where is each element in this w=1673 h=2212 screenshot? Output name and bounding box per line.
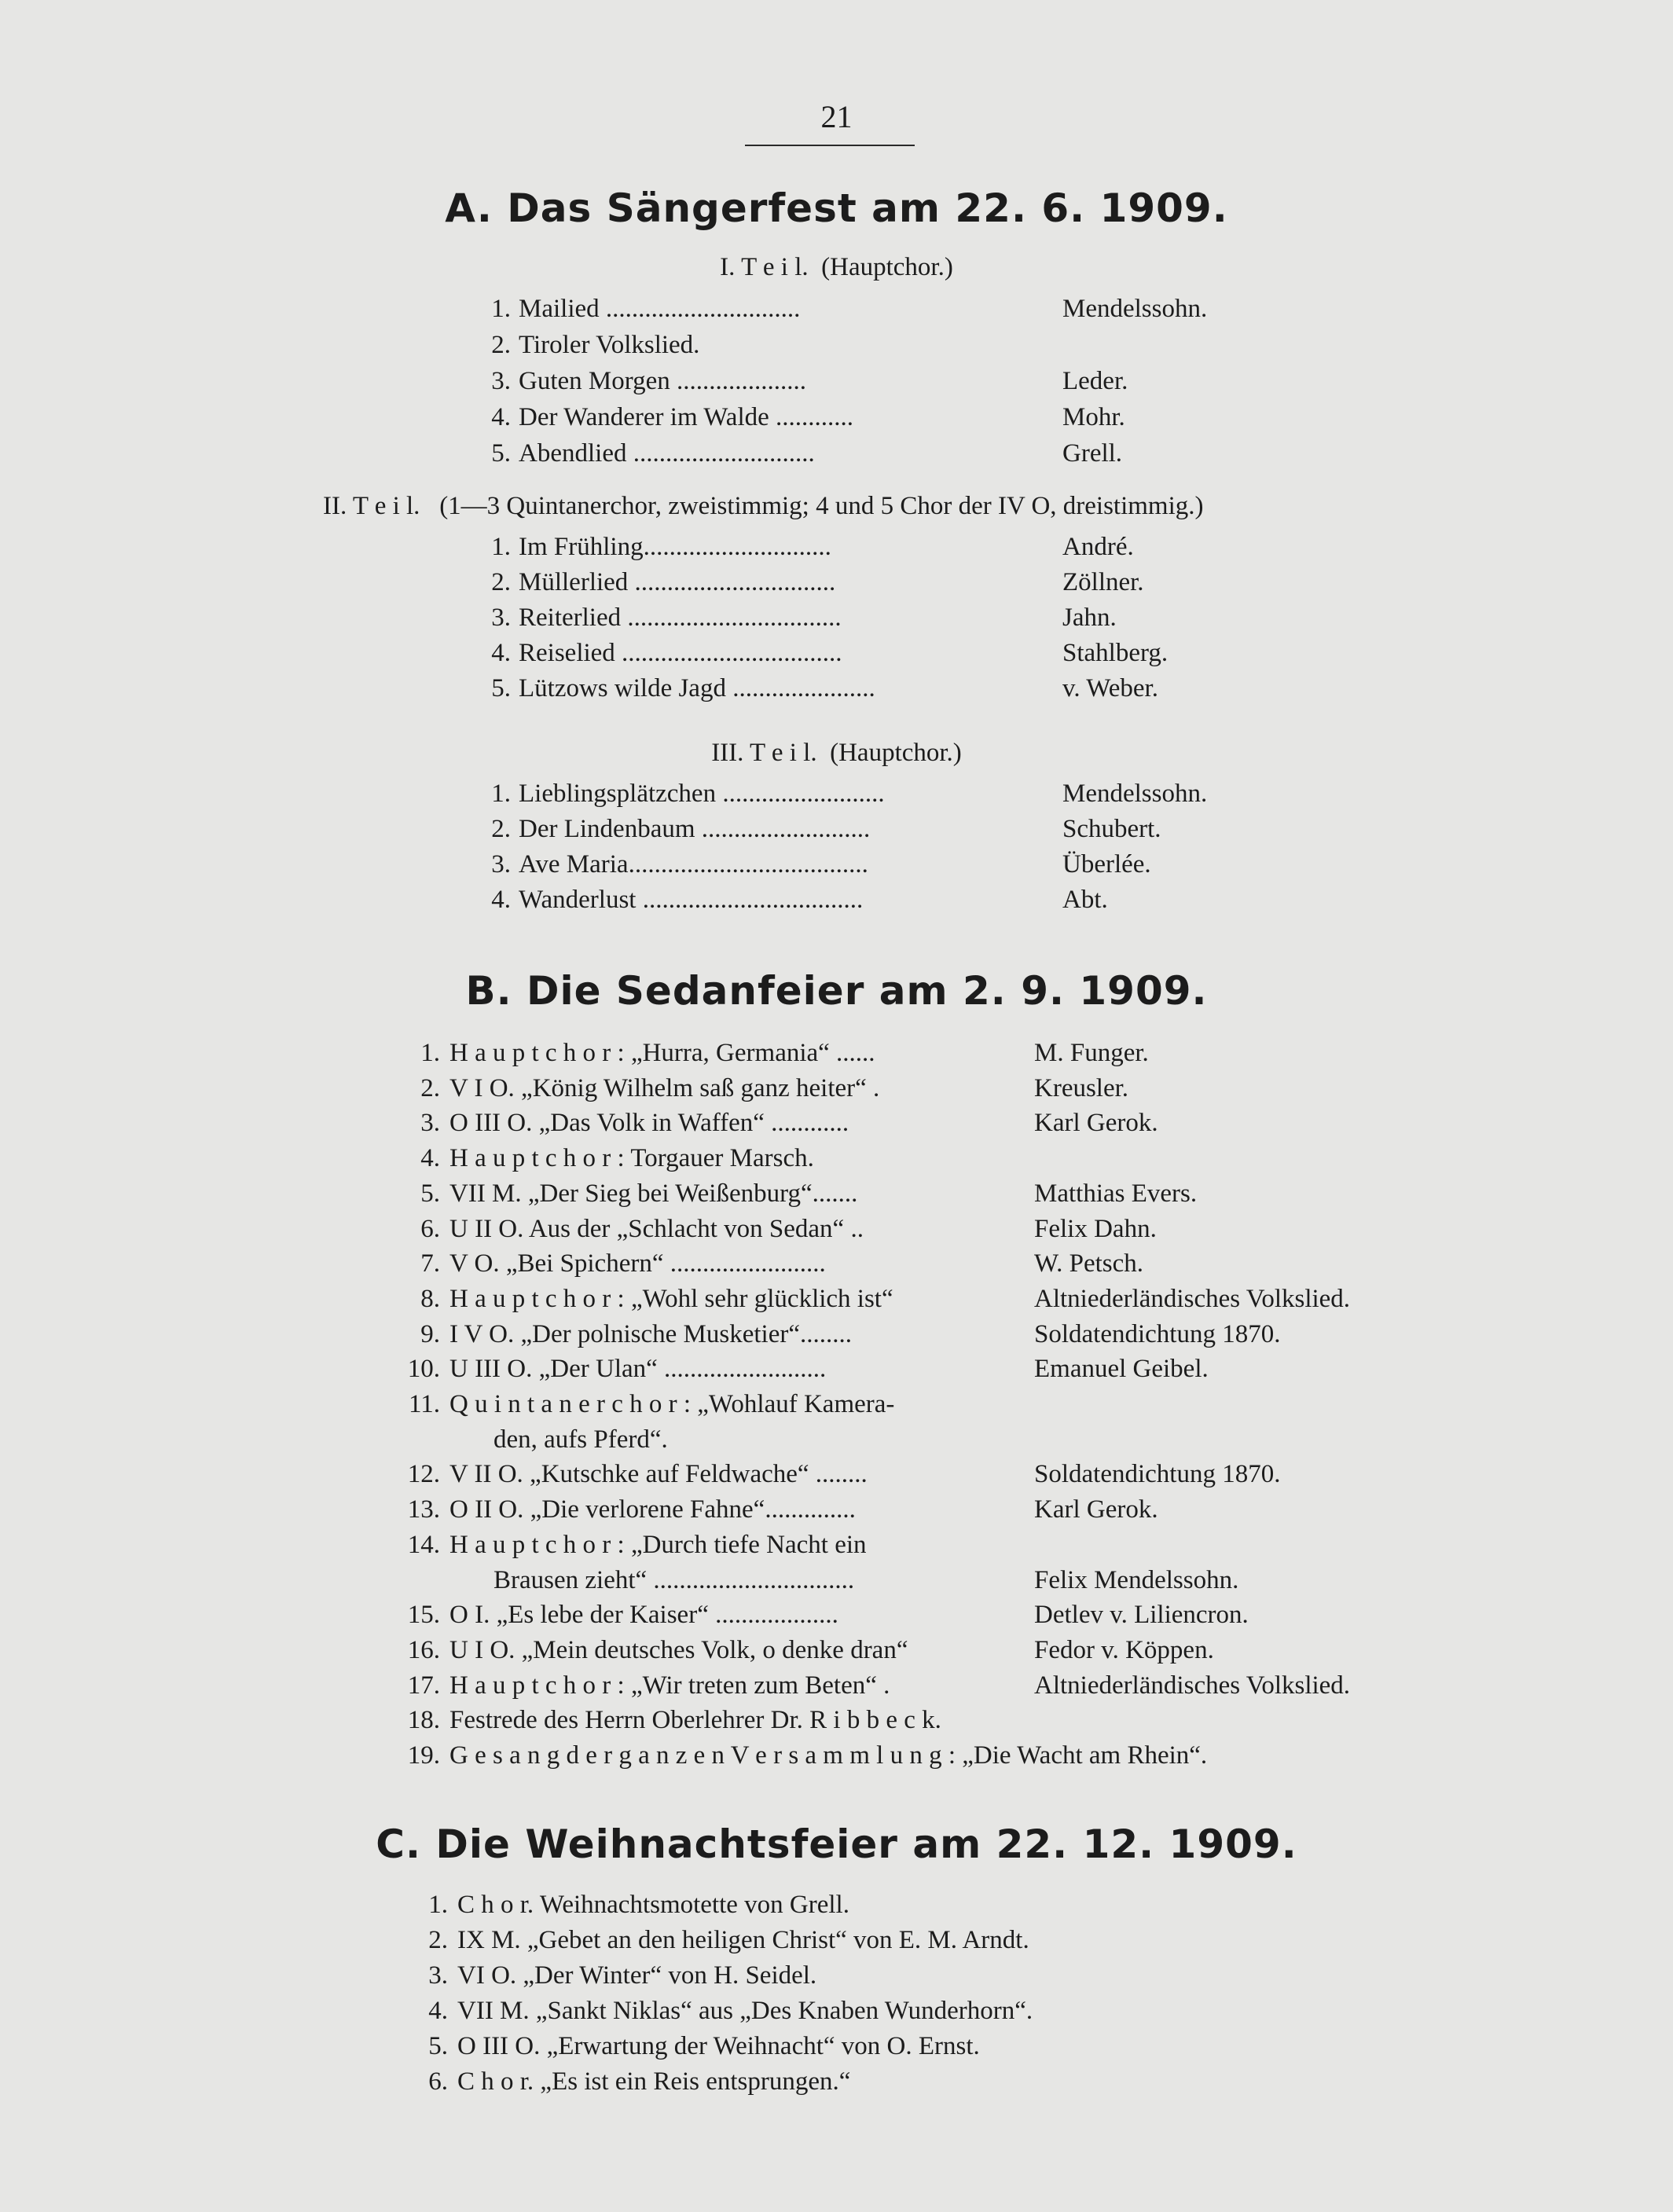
item-number: 4. — [491, 639, 511, 667]
item-number: 18. — [407, 1706, 440, 1735]
item-title: Im Frühling............................. — [519, 533, 831, 561]
item-number: 12. — [407, 1460, 440, 1489]
item-number: 3. — [428, 1961, 448, 1990]
item-title: Der Wanderer im Walde ............ — [519, 403, 854, 431]
item-title: C h o r. „Es ist ein Reis entsprungen.“ — [457, 2067, 851, 2096]
teil-1-note: (Hauptchor.) — [821, 253, 953, 281]
item-number: 14. — [407, 1530, 440, 1559]
item-title: Müllerlied ............................... — [519, 568, 836, 596]
item-number: 16. — [407, 1635, 440, 1664]
section-c-heading: C. Die Weihnachtsfeier am 22. 12. 1909. — [376, 1821, 1297, 1867]
teil-1-line — [0, 253, 1673, 282]
item-composer: Abt. — [1062, 886, 1108, 914]
item-number: 2. — [428, 1926, 448, 1954]
item-title: VI O. „Der Winter“ von H. Seidel. — [457, 1961, 817, 1990]
item-number: 1. — [491, 533, 511, 561]
item-title: V I O. „König Wilhelm saß ganz heiter“ . — [449, 1073, 880, 1102]
teil-3-note: (Hauptchor.) — [830, 739, 962, 767]
item-title: VII M. „Der Sieg bei Weißenburg“....... — [449, 1179, 858, 1208]
item-title: Brausen zieht“ ............................... — [493, 1565, 855, 1594]
item-author: Emanuel Geibel. — [1034, 1355, 1209, 1384]
item-title: Wanderlust .................................. — [519, 886, 864, 914]
item-composer: v. Weber. — [1062, 674, 1158, 702]
teil-3-label: III. T e i l. — [711, 739, 817, 767]
item-author: Felix Mendelssohn. — [1034, 1565, 1239, 1594]
item-title: V II O. „Kutschke auf Feldwache“ ........ — [449, 1460, 868, 1489]
teil-2-line — [323, 492, 1204, 521]
item-title: U I O. „Mein deutsches Volk, o denke dran“ — [449, 1635, 908, 1664]
item-composer: Leder. — [1062, 367, 1128, 395]
item-number: 11. — [408, 1390, 440, 1418]
item-author: Fedor v. Köppen. — [1034, 1635, 1214, 1664]
item-number: 2. — [491, 568, 511, 596]
item-number: 3. — [491, 850, 511, 879]
item-title: Q u i n t a n e r c h o r : „Wohlauf Kamera- — [449, 1390, 895, 1418]
item-author: Detlev v. Liliencron. — [1034, 1601, 1249, 1630]
item-title: Reiterlied ................................. — [519, 603, 842, 632]
item-title: Mailied .............................. — [519, 295, 801, 323]
item-number: 2. — [491, 815, 511, 843]
header-rule — [745, 145, 915, 146]
item-author: Felix Dahn. — [1034, 1214, 1157, 1243]
item-number: 7. — [420, 1249, 440, 1278]
item-number: 3. — [420, 1109, 440, 1138]
item-title: IX M. „Gebet an den heiligen Christ“ von E. M. Arndt. — [457, 1926, 1029, 1954]
item-composer: Grell. — [1062, 439, 1123, 468]
section-a-heading: A. Das Sängerfest am 22. 6. 1909. — [445, 185, 1228, 231]
item-number: 13. — [407, 1495, 440, 1524]
item-number: 1. — [428, 1891, 448, 1919]
item-number: 8. — [420, 1284, 440, 1313]
item-title: den, aufs Pferd“. — [493, 1425, 668, 1454]
item-title: H a u p t c h o r : „Hurra, Germania“ ...... — [449, 1039, 875, 1067]
item-number: 15. — [407, 1601, 440, 1630]
item-number: 4. — [491, 403, 511, 431]
item-number: 2. — [420, 1073, 440, 1102]
item-number: 5. — [420, 1179, 440, 1208]
item-author: Altniederländisches Volkslied. — [1034, 1284, 1351, 1313]
item-author: Soldatendichtung 1870. — [1034, 1460, 1281, 1489]
section-b-heading: B. Die Sedanfeier am 2. 9. 1909. — [465, 968, 1208, 1014]
item-title: Lieblingsplätzchen ......................... — [519, 780, 885, 808]
item-title: O III O. „Das Volk in Waffen“ ............ — [449, 1109, 849, 1138]
item-author: M. Funger. — [1034, 1039, 1149, 1067]
teil-3-line — [0, 739, 1673, 768]
item-number: 5. — [491, 439, 511, 468]
item-title: C h o r. Weihnachtsmotette von Grell. — [457, 1891, 849, 1919]
item-title: I V O. „Der polnische Musketier“........ — [449, 1319, 852, 1348]
item-author: Altniederländisches Volkslied. — [1034, 1671, 1351, 1700]
item-composer: André. — [1062, 533, 1134, 561]
item-composer: Stahlberg. — [1062, 639, 1169, 667]
item-composer: Mohr. — [1062, 403, 1125, 431]
item-number: 5. — [428, 2032, 448, 2060]
item-title: Ave Maria..................................... — [519, 850, 868, 879]
item-title: H a u p t c h o r : „Wir treten zum Beten“ . — [449, 1671, 890, 1700]
item-title: Abendlied ............................ — [519, 439, 815, 468]
item-composer: Mendelssohn. — [1062, 780, 1208, 808]
item-composer: Überlée. — [1062, 850, 1151, 879]
teil-2-label: II. T e i l. — [323, 492, 420, 520]
item-number: 4. — [428, 1997, 448, 2025]
item-number: 4. — [491, 886, 511, 914]
item-title: Lützows wilde Jagd ...................... — [519, 674, 875, 702]
item-title: U II O. Aus der „Schlacht von Sedan“ .. — [449, 1214, 864, 1243]
item-number: 17. — [407, 1671, 440, 1700]
item-title: O II O. „Die verlorene Fahne“.............. — [449, 1495, 856, 1524]
item-title: H a u p t c h o r : Torgauer Marsch. — [449, 1144, 814, 1173]
item-number: 1. — [491, 295, 511, 323]
item-title: H a u p t c h o r : „Wohl sehr glücklich ist“ — [449, 1284, 893, 1313]
page-number: 21 — [820, 99, 853, 134]
item-composer: Jahn. — [1062, 603, 1117, 632]
item-number: 1. — [420, 1039, 440, 1067]
item-number: 3. — [491, 603, 511, 632]
item-title: O I. „Es lebe der Kaiser“ ................... — [449, 1601, 838, 1630]
item-author: Matthias Evers. — [1034, 1179, 1198, 1208]
item-title: U III O. „Der Ulan“ ......................... — [449, 1355, 827, 1384]
item-composer: Mendelssohn. — [1062, 295, 1208, 323]
item-author: W. Petsch. — [1034, 1249, 1144, 1278]
item-number: 4. — [420, 1144, 440, 1173]
item-number: 6. — [420, 1214, 440, 1243]
teil-2-note: (1—3 Quintanerchor, zweistimmig; 4 und 5 Chor der IV O, dreistimmig.) — [439, 492, 1204, 520]
item-number: 9. — [420, 1319, 440, 1348]
item-number: 10. — [407, 1355, 440, 1384]
item-title: Der Lindenbaum .......................... — [519, 815, 871, 843]
item-title: Festrede des Herrn Oberlehrer Dr. R i b b e c k. — [449, 1706, 941, 1735]
item-title: G e s a n g d e r g a n z e n V e r s a m m l u n g : „Die Wacht am Rhein“. — [449, 1741, 1208, 1770]
item-composer: Schubert. — [1062, 815, 1161, 843]
item-number: 3. — [491, 367, 511, 395]
item-number: 5. — [491, 674, 511, 702]
item-composer: Zöllner. — [1062, 568, 1144, 596]
teil-1-label: I. T e i l. — [720, 253, 809, 281]
item-author: Kreusler. — [1034, 1073, 1129, 1102]
item-number: 6. — [428, 2067, 448, 2096]
item-author: Karl Gerok. — [1034, 1109, 1158, 1138]
item-number: 19. — [407, 1741, 440, 1770]
item-title: O III O. „Erwartung der Weihnacht“ von O. Ernst. — [457, 2032, 980, 2060]
item-title: Reiselied .................................. — [519, 639, 842, 667]
item-author: Soldatendichtung 1870. — [1034, 1319, 1281, 1348]
item-title: VII M. „Sankt Niklas“ aus „Des Knaben Wunderhorn“. — [457, 1997, 1033, 2025]
item-number: 1. — [491, 780, 511, 808]
item-author: Karl Gerok. — [1034, 1495, 1158, 1524]
item-number: 2. — [491, 331, 511, 359]
item-title: H a u p t c h o r : „Durch tiefe Nacht ein — [449, 1530, 867, 1559]
item-title: Tiroler Volkslied. — [519, 331, 700, 359]
item-title: V O. „Bei Spichern“ ........................ — [449, 1249, 826, 1278]
item-title: Guten Morgen .................... — [519, 367, 807, 395]
